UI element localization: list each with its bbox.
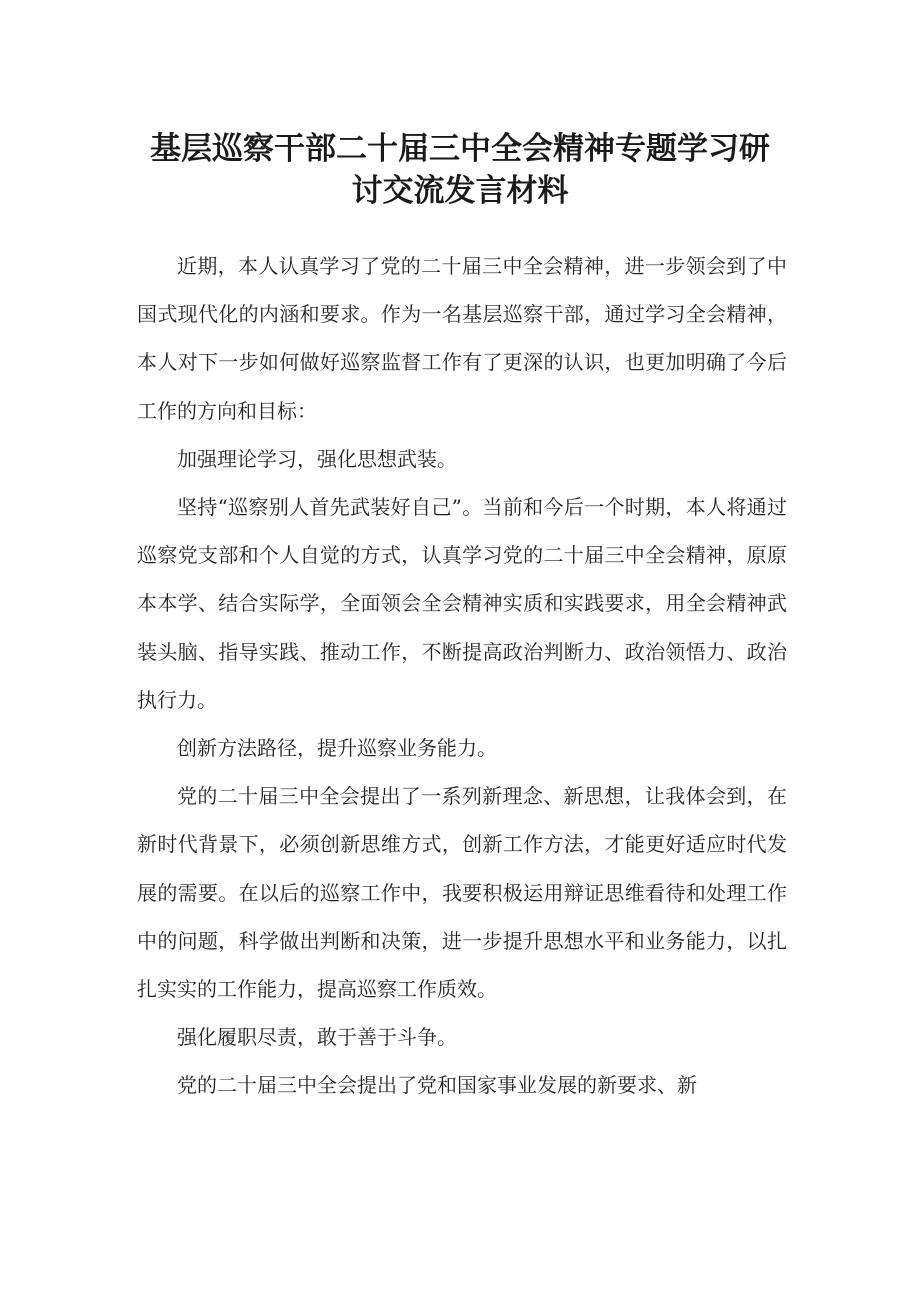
paragraph-intro: 近期，本人认真学习了党的二十届三中全会精神，进一步领会到了中国式现代化的内涵和要求。作为一名基层巡察干部，通过学习全会精神，本人对下一步如何做好巡察监督工作有了更深的认识，也更加明确了今后工作的方向和目标： — [137, 254, 787, 423]
section-heading-theory-study: 加强理论学习，强化思想武装。 — [177, 446, 457, 471]
section-heading-duty-performance: 强化履职尽责，敢于善于斗争。 — [177, 1025, 457, 1050]
paragraph-method-innovation: 党的二十届三中全会提出了一系列新理念、新思想，让我体会到，在新时代背景下，必须创新思维方式，创新工作方法，才能更好适应时代发展的需要。在以后的巡察工作中，我要积极运用辩证思维看待和处理工作中的问题，科学做出判断和决策，进一步提升思想水平和业务能力，以扎扎实实的工作能力，提高巡察工作质效。 — [137, 784, 787, 1002]
document-title-line-2: 讨交流发言材料 — [351, 173, 569, 209]
section-heading-method-innovation: 创新方法路径，提升巡察业务能力。 — [177, 736, 497, 761]
document-body — [137, 242, 787, 1110]
document-title-line-1: 基层巡察干部二十届三中全会精神专题学习研 — [150, 131, 770, 167]
paragraph-duty-performance: 党的二十届三中全会提出了党和国家事业发展的新要求、新 — [177, 1073, 697, 1098]
paragraph-theory-study: 坚持“巡察别人首先武装好自己”。当前和今后一个时期，本人将通过巡察党支部和个人自觉的方式，认真学习党的二十届三中全会精神，原原本本学、结合实际学，全面领会全会精神实质和实践要求，用全会精神武装头脑、指导实践、推动工作，不断提高政治判断力、政治领悟力、政治执行力。 — [137, 495, 787, 712]
